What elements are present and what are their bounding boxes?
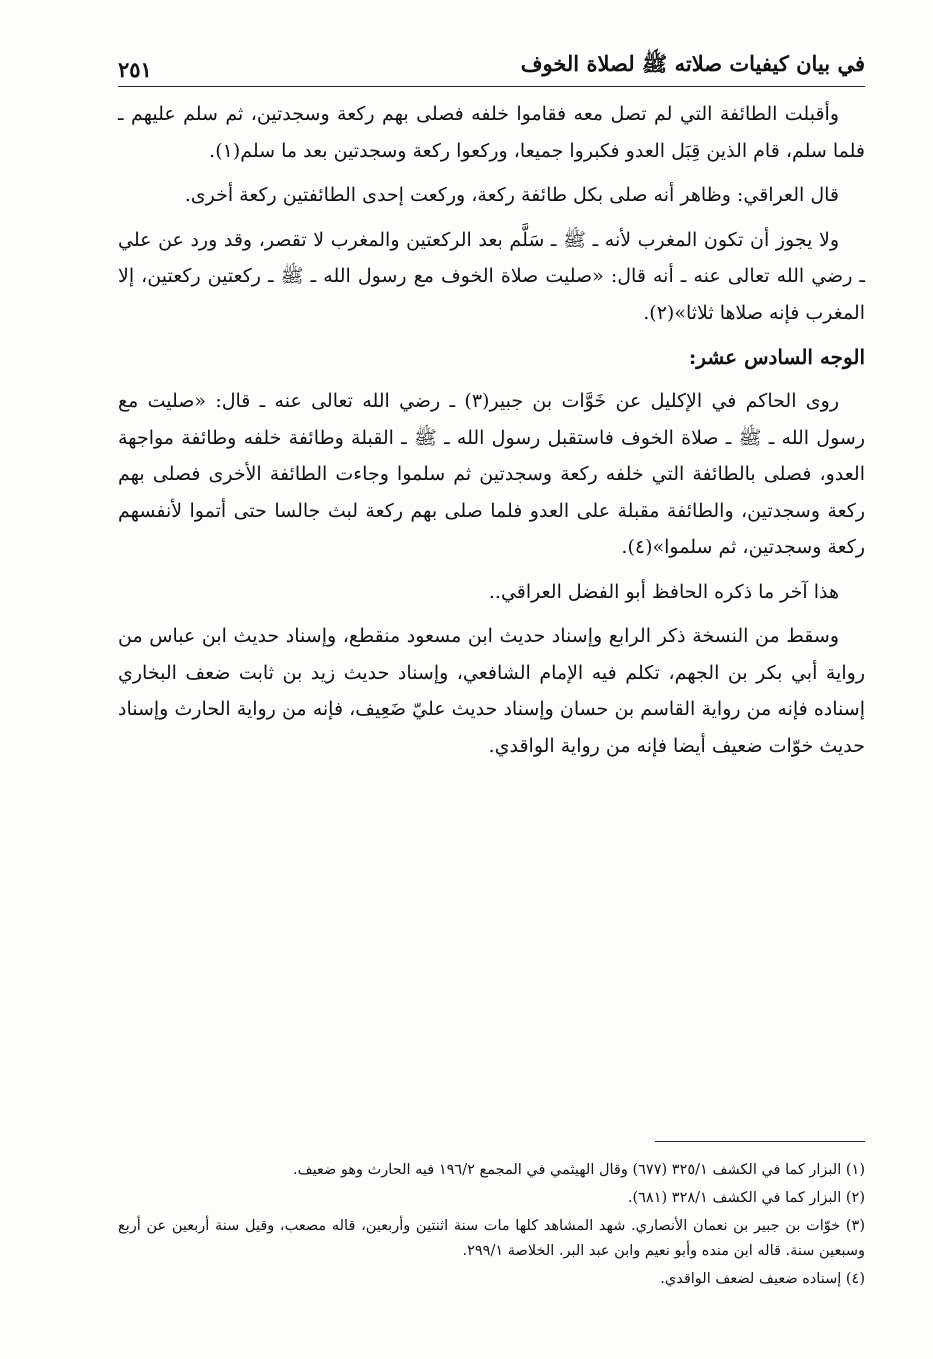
- main-text: [118, 96, 865, 772]
- paragraph-6: وسقط من النسخة ذكر الرابع وإسناد حديث ابن مسعود منقطع، وإسناد حديث ابن عباس من رواية أبي بكر بن الجهم، تكلم فيه الإمام الشافعي، وإسناد حديث زيد بن ثابت ضعف البخاري إسناده فإنه من رواية القاسم بن حسان وإسناد حديث عليّ ضَعِيف، فإنه من رواية الحارث وإسناد حديث خوّات ضعيف أيضا فإنه من رواية الواقدي.: [118, 625, 865, 757]
- footnote-3: (٣) خوّات بن جبير بن نعمان الأنصاري. شهد المشاهد كلها مات سنة اثنتين وأربعين، قاله مصعب، وقيل سنة أربعين عن أربع وسبعين سنة. قاله ابن منده وأبو نعيم وابن عبد البر. الخلاصة ٢٩٩/١.: [118, 1218, 865, 1259]
- section-heading: الوجه السادس عشر:: [688, 345, 865, 369]
- paragraph-2: قال العراقي: وظاهر أنه صلى بكل طائفة ركعة، وركعت إحدى الطائفتين ركعة أخرى.: [184, 184, 839, 206]
- footnotes: [118, 1158, 865, 1295]
- page-number: ٢٥١: [118, 57, 152, 82]
- footnote-4: (٤) إسناده ضعيف لضعف الواقدي.: [660, 1271, 865, 1287]
- footnote-divider: [655, 1141, 865, 1142]
- footnote-1: (١) البزار كما في الكشف ٣٢٥/١ (٦٧٧) وقال الهيثمي في المجمع ١٩٦/٢ فيه الحارث وهو ضعيف.: [293, 1162, 865, 1178]
- running-title: في بيان كيفيات صلاته ﷺ لصلاة الخوف: [520, 51, 865, 76]
- running-header: [118, 46, 865, 82]
- paragraph-1: وأقبلت الطائفة التي لم تصل معه فقاموا خلفه فصلى بهم ركعة وسجدتين، ثم سلم عليهم ـ فلما سلم، قام الذين قِبَل العدو فكبروا جميعا، وركعوا ركعة وسجدتين بعد ما سلم(١).: [118, 103, 865, 162]
- footnote-2: (٢) البزار كما في الكشف ٣٢٨/١ (٦٨١).: [627, 1190, 865, 1206]
- paragraph-5: هذا آخر ما ذكره الحافظ أبو الفضل العراقي..: [488, 580, 839, 603]
- header-divider: [118, 86, 865, 87]
- paragraph-3: ولا يجوز أن تكون المغرب لأنه ـ ﷺ ـ سَلَّم بعد الركعتين والمغرب لا تقصر، وقد ورد عن علي ـ رضي الله تعالى عنه ـ أنه قال: «صليت صلاة الخوف مع رسول الله ـ ﷺ ـ ركعتين ركعتين، إلا المغرب فإنه صلاها ثلاثا»(٢).: [118, 228, 865, 324]
- paragraph-4: روى الحاكم في الإكليل عن خَوَّات بن جبير(٣) ـ رضي الله تعالى عنه ـ قال: «صليت مع رسول الله ـ ﷺ ـ صلاة الخوف فاستقبل رسول الله ـ ﷺ ـ القبلة وطائفة خلفه وطائفة مواجهة العدو، فصلى بالطائفة التي خلفه ركعة وسجدتين ثم سلموا وجاءت الطائفة الأخرى فصلى بهم ركعة وسجدتين، والطائفة مقبلة على العدو فلما صلى بهم ركعة لبث جالسا حتى أتموا لأنفسهم ركعة وسجدتين، ثم سلموا»(٤).: [118, 390, 865, 558]
